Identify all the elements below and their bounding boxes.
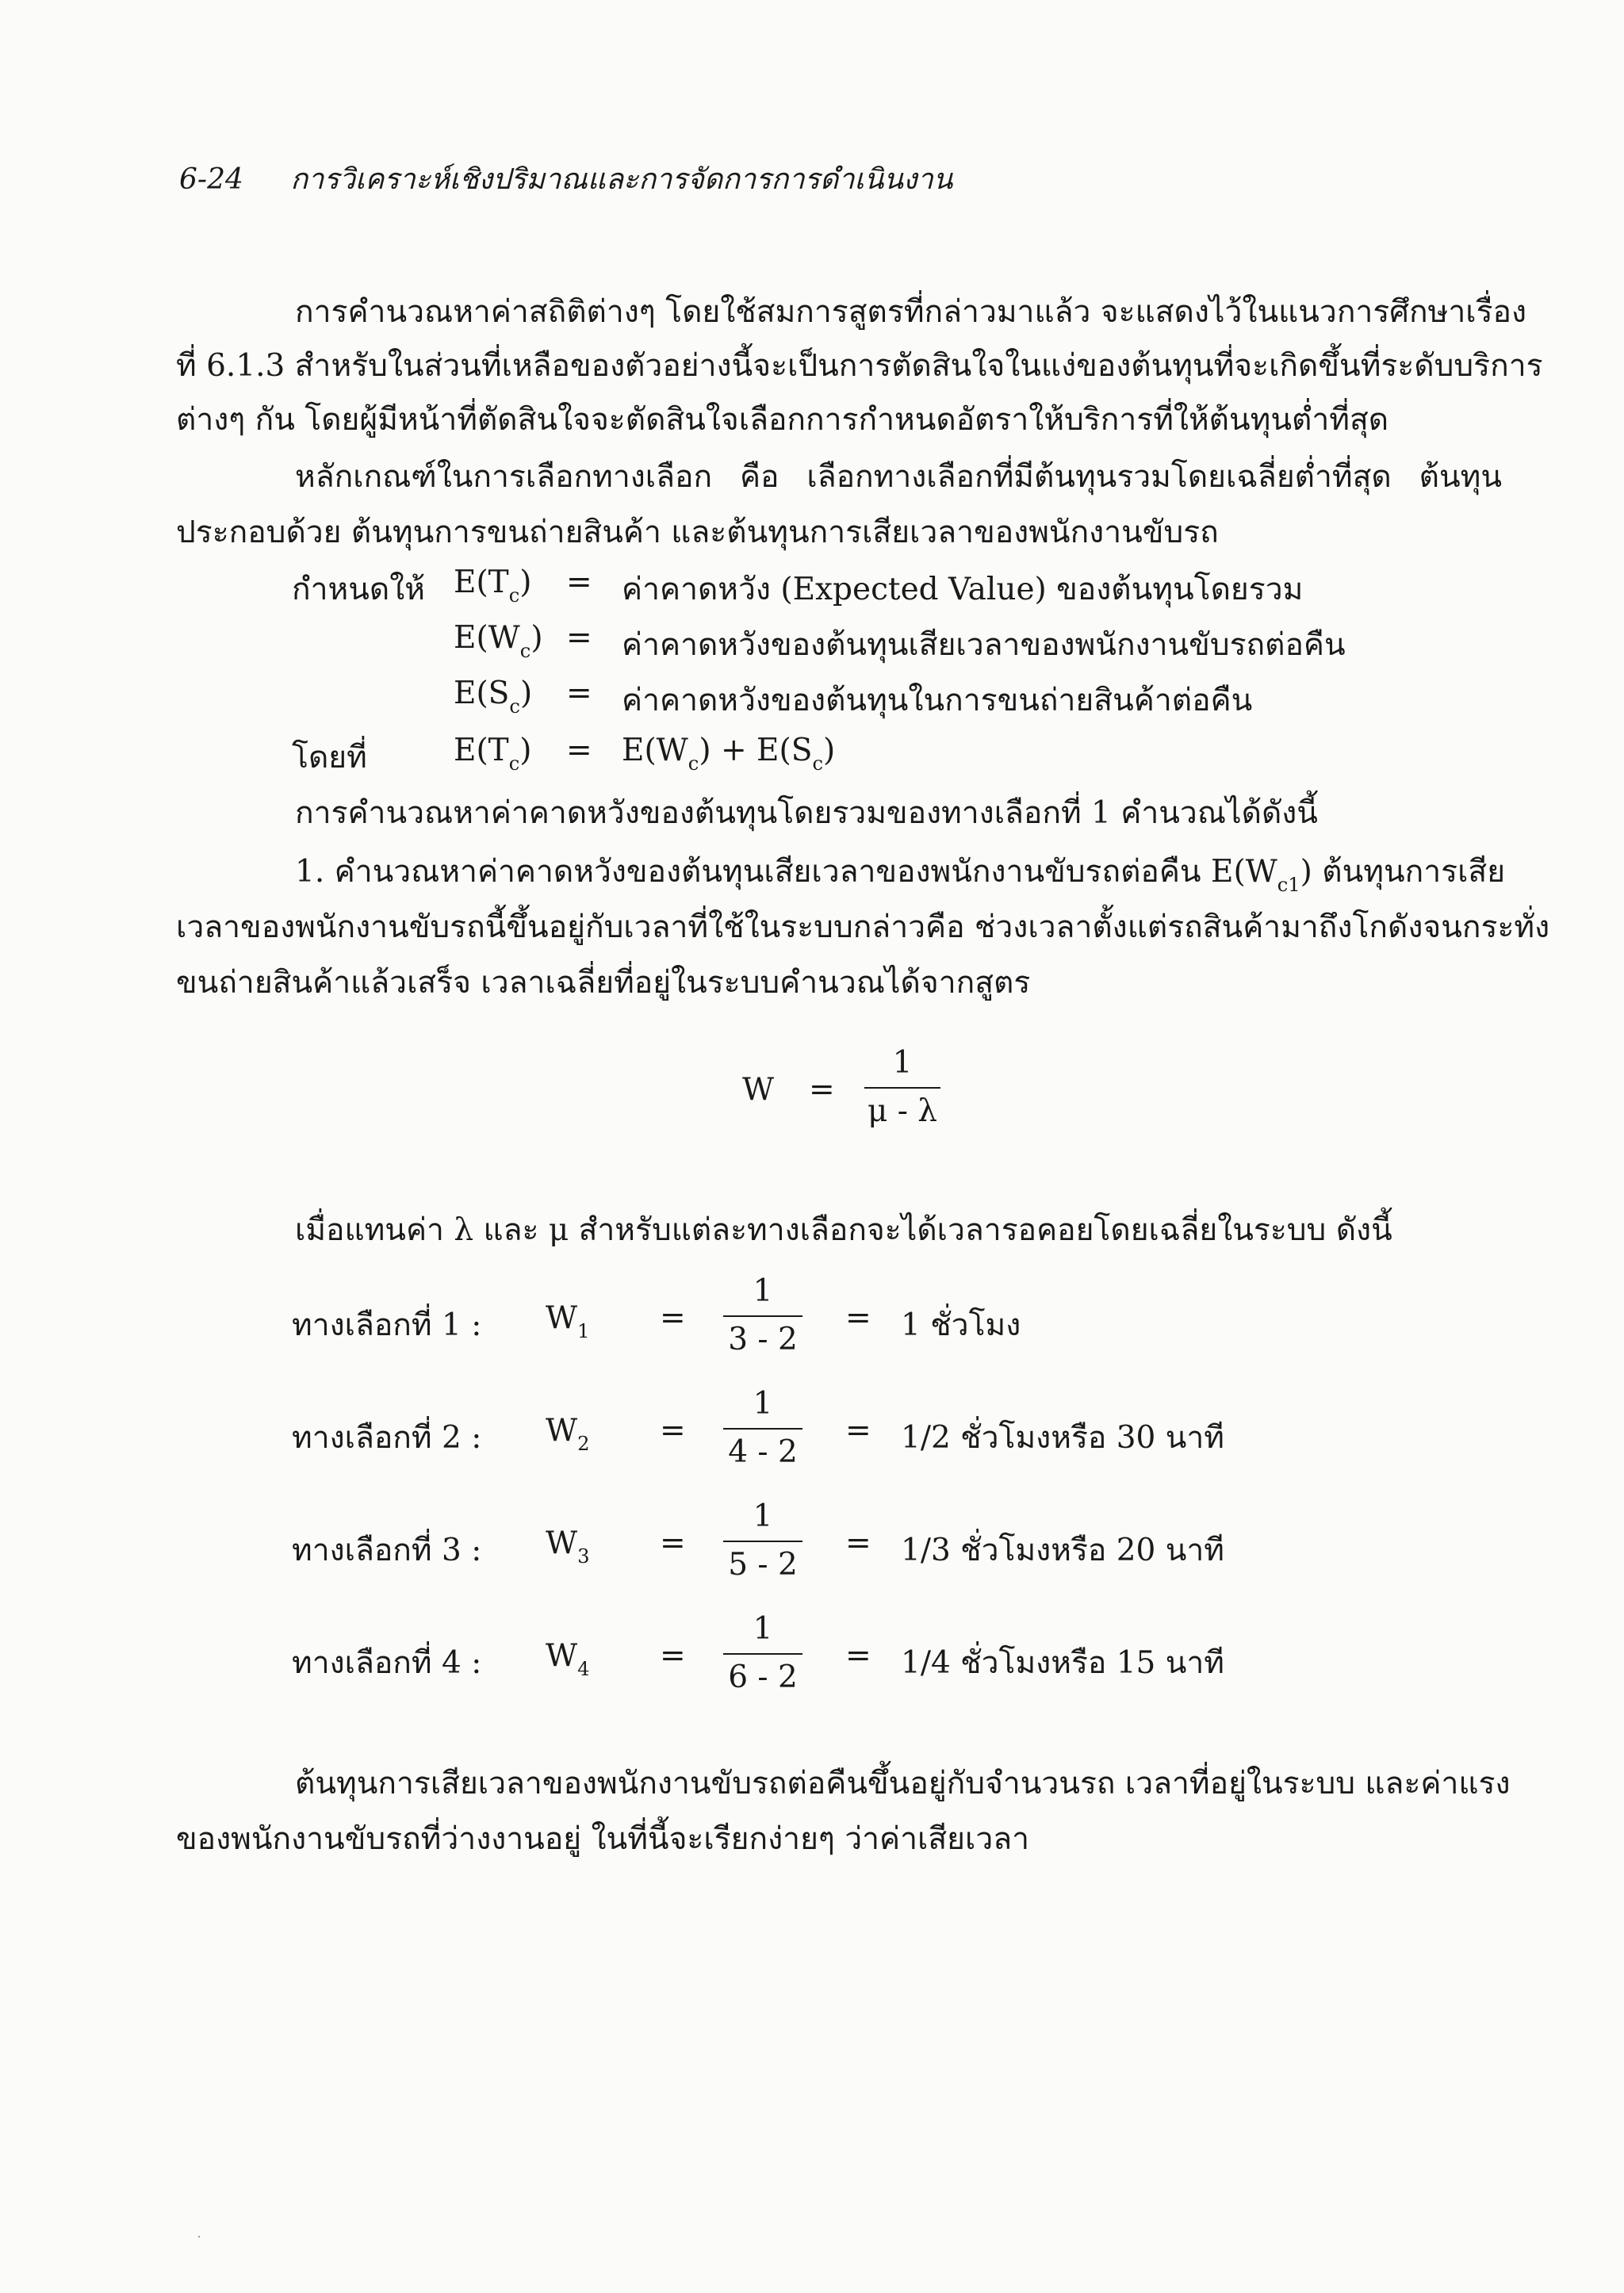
alt4-numerator: 1 <box>753 1611 773 1647</box>
alt2-result: 1/2 ชั่วโมงหรือ 30 นาที <box>901 1420 1224 1456</box>
alt3-var: $W_3$ <box>546 1525 590 1568</box>
alt4-equals: = <box>660 1638 686 1674</box>
alt4-result: 1/4 ชั่วโมงหรือ 15 นาที <box>901 1645 1224 1681</box>
alt4-equals-2: = <box>845 1638 871 1674</box>
formula-denominator: μ - λ <box>867 1093 938 1129</box>
running-title: การวิเคราะห์เชิงปริมาณและการจัดการการดำเนินงาน <box>290 163 953 196</box>
alt3-result: 1/3 ชั่วโมงหรือ 20 นาที <box>901 1533 1224 1568</box>
def-row-2-symbol: $E(W_c)$ <box>454 620 543 662</box>
para2-line2: ประกอบด้วย ต้นทุนการขนถ่ายสินค้า และต้นทุนการเสียเวลาของพนักงานขับรถ <box>176 515 1219 550</box>
where-lhs: $E(T_c)$ <box>454 733 532 775</box>
alt2-var: $W_2$ <box>546 1413 590 1455</box>
alt2-equals: = <box>660 1413 686 1449</box>
para3: การคำนวณหาค่าคาดหวังของต้นทุนโดยรวมของทางเลือกที่ 1 คำนวณได้ดังนี้ <box>295 795 1318 831</box>
alt2-numerator: 1 <box>753 1386 773 1422</box>
formula-equals: = <box>809 1072 835 1108</box>
para4-line1: 1. คำนวณหาค่าคาดหวังของต้นทุนเสียเวลาของพนักงานขับรถต่อคืน $E(W_{c1})$ ต้นทุนการเสีย <box>295 854 1506 896</box>
formula-fraction <box>864 1045 940 1129</box>
para1-line3: ต่างๆ กัน โดยผู้มีหน้าที่ตัดสินใจจะตัดสินใจเลือกการกำหนดอัตราให้บริการที่ให้ต้นทุนต่ำที่สุด <box>176 402 1389 438</box>
page-number: 6-24 <box>179 163 243 196</box>
para4-line3: ขนถ่ายสินค้าแล้วเสร็จ เวลาเฉลี่ยที่อยู่ในระบบคำนวณได้จากสูตร <box>176 965 1031 1001</box>
para4-line2: เวลาของพนักงานขับรถนี้ขึ้นอยู่กับเวลาที่ใช้ในระบบกล่าวคือ ช่วงเวลาตั้งแต่รถสินค้ามาถึงโกดังจนกระทั่ง <box>176 909 1550 945</box>
alt3-denominator: 5 - 2 <box>728 1547 798 1583</box>
alt1-var: $W_1$ <box>546 1300 590 1342</box>
scan-speck <box>198 2236 200 2237</box>
def-row-2-equals: = <box>566 620 592 656</box>
alt1-result: 1 ชั่วโมง <box>901 1307 1021 1343</box>
alt4-var: $W_4$ <box>546 1638 590 1680</box>
para1-line2: ที่ 6.1.3 สำหรับในส่วนที่เหลือของตัวอย่างนี้จะเป็นการตัดสินใจในแง่ของต้นทุนที่จะเกิดขึ้นที่ระดับบริการ <box>176 348 1543 384</box>
alt1-denominator: 3 - 2 <box>728 1322 798 1357</box>
alt4-denominator: 6 - 2 <box>728 1659 798 1695</box>
def-row-1-equals: = <box>566 565 592 600</box>
def-row-3-symbol: $E(S_c)$ <box>454 676 533 718</box>
alt3-numerator: 1 <box>753 1499 773 1534</box>
label-where: โดยที่ <box>292 740 367 775</box>
alt1-equals: = <box>660 1300 686 1336</box>
alt4-fraction <box>723 1611 802 1695</box>
def-row-3-desc: ค่าคาดหวังของต้นทุนในการขนถ่ายสินค้าต่อคืน <box>622 683 1253 718</box>
para5: เมื่อแทนค่า λ และ μ สำหรับแต่ละทางเลือกจะได้เวลารอคอยโดยเฉลี่ยในระบบ ดังนี้ <box>295 1212 1392 1248</box>
where-rhs: $E(W_c) + E(S_c)$ <box>622 733 836 775</box>
alt3-equals-2: = <box>845 1525 871 1561</box>
alt1-fraction <box>723 1273 802 1357</box>
alt3-fraction <box>723 1499 802 1583</box>
fraction-bar <box>723 1428 802 1430</box>
def-row-2-desc: ค่าคาดหวังของต้นทุนเสียเวลาของพนักงานขับรถต่อคืน <box>622 627 1346 663</box>
para1-line1: การคำนวณหาค่าสถิติต่างๆ โดยใช้สมการสูตรที่กล่าวมาแล้ว จะแสดงไว้ในแนวการศึกษาเรื่อง <box>295 294 1526 330</box>
para6-line2: ของพนักงานขับรถที่ว่างงานอยู่ ในที่นี้จะเรียกง่ายๆ ว่าค่าเสียเวลา <box>176 1821 1030 1857</box>
para2-line1: หลักเกณฑ์ในการเลือกทางเลือก คือ เลือกทางเลือกที่มีต้นทุนรวมโดยเฉลี่ยต่ำที่สุด ต้นทุน <box>295 459 1502 495</box>
fraction-bar <box>723 1315 802 1317</box>
alt1-equals-2: = <box>845 1300 871 1336</box>
alt2-denominator: 4 - 2 <box>728 1434 798 1470</box>
formula-numerator: 1 <box>892 1045 913 1081</box>
alt2-label: ทางเลือกที่ 2 : <box>292 1420 482 1456</box>
alt3-equals: = <box>660 1525 686 1561</box>
def-row-1-desc: ค่าคาดหวัง (Expected Value) ของต้นทุนโดยรวม <box>622 572 1304 607</box>
formula-lhs: W <box>742 1072 775 1108</box>
alt3-label: ทางเลือกที่ 3 : <box>292 1533 482 1568</box>
para6-line1: ต้นทุนการเสียเวลาของพนักงานขับรถต่อคืนขึ้นอยู่กับจำนวนรถ เวลาที่อยู่ในระบบ และค่าแรง <box>295 1766 1511 1801</box>
def-row-1-symbol: $E(T_c)$ <box>454 565 532 607</box>
fraction-bar <box>723 1653 802 1655</box>
alt1-numerator: 1 <box>753 1273 773 1309</box>
alt2-equals-2: = <box>845 1413 871 1449</box>
alt4-label: ทางเลือกที่ 4 : <box>292 1645 482 1681</box>
alt1-label: ทางเลือกที่ 1 : <box>292 1307 482 1343</box>
where-equals: = <box>566 733 592 768</box>
alt2-fraction <box>723 1386 802 1470</box>
label-given: กำหนดให้ <box>292 572 425 607</box>
fraction-bar <box>864 1087 940 1089</box>
fraction-bar <box>723 1541 802 1542</box>
running-header <box>179 156 952 201</box>
def-row-3-equals: = <box>566 676 592 711</box>
